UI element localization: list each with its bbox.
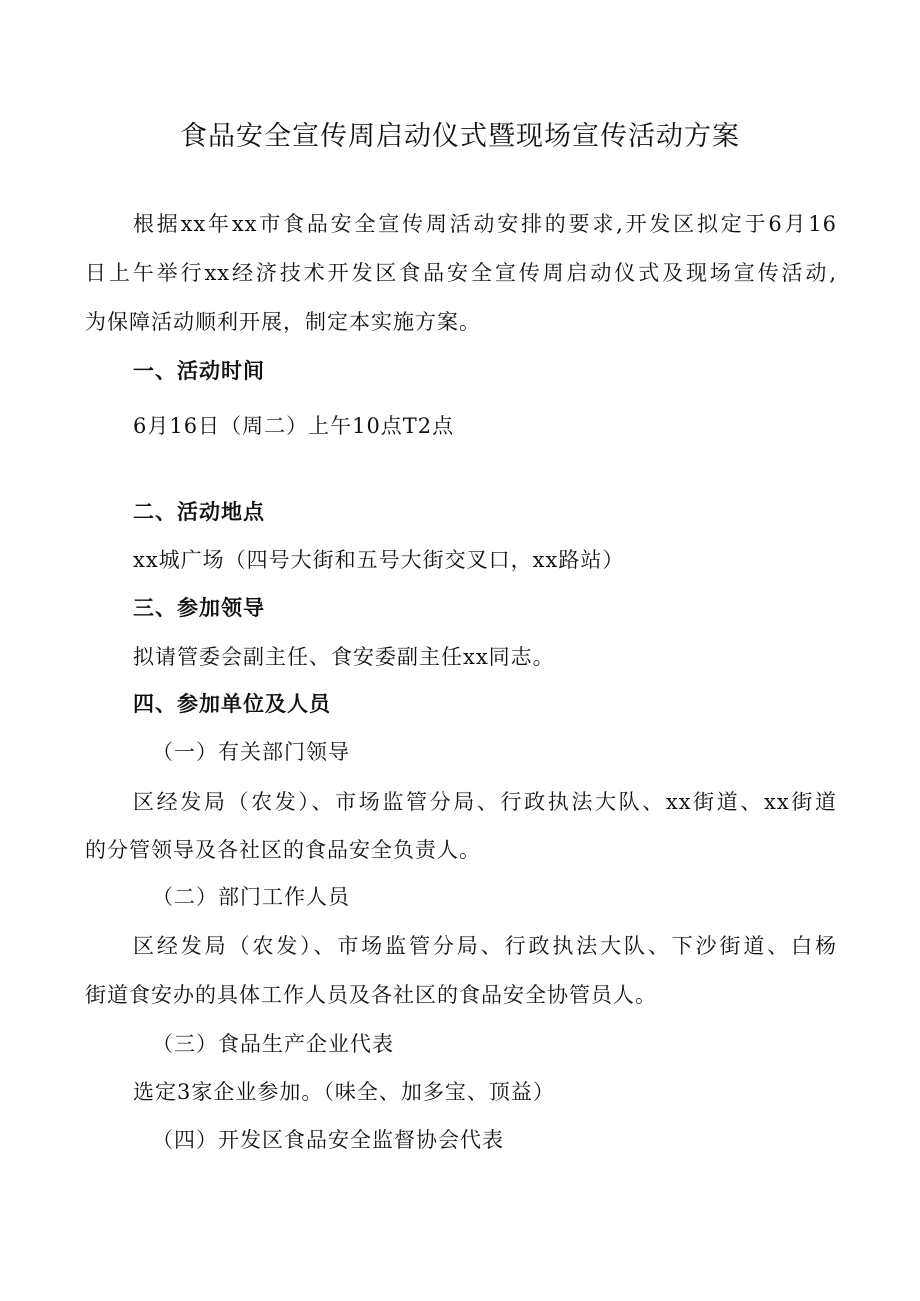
section-2-heading: 二、活动地点 bbox=[133, 500, 265, 524]
subsection-3-text: 选定3家企业参加。（味全、加多宝、顶益） bbox=[133, 1080, 555, 1104]
leaders-text: 拟请管委会副主任、食安委副主任xx同志。 bbox=[133, 645, 555, 669]
section-4-heading: 四、参加单位及人员 bbox=[133, 692, 331, 716]
intro-line-1: 根据xx年xx市食品安全宣传周活动安排的要求,开发区拟定于6月16 bbox=[133, 212, 837, 236]
subsection-2-line-1: 区经发局（农发）、市场监管分局、行政执法大队、下沙街道、白杨 bbox=[133, 934, 837, 958]
subsection-2-line-2: 街道食安办的具体工作人员及各社区的食品安全协管员人。 bbox=[85, 983, 657, 1007]
subsection-4-heading: （四）开发区食品安全监督协会代表 bbox=[152, 1128, 504, 1152]
activity-location-text: xx城广场（四号大街和五号大街交叉口，xx路站） bbox=[133, 548, 625, 572]
activity-time-text: 6月16日（周二）上午10点T2点 bbox=[133, 414, 455, 438]
subsection-1-heading: （一）有关部门领导 bbox=[152, 740, 350, 764]
subsection-3-heading: （三）食品生产企业代表 bbox=[152, 1032, 394, 1056]
subsection-1-line-1: 区经发局（农发）、市场监管分局、行政执法大队、xx街道、xx街道 bbox=[133, 790, 837, 814]
subsection-1-line-2: 的分管领导及各社区的食品安全负责人。 bbox=[85, 838, 481, 862]
intro-line-3: 为保障活动顺利开展，制定本实施方案。 bbox=[85, 310, 481, 334]
subsection-2-heading: （二）部门工作人员 bbox=[152, 885, 350, 909]
section-1-heading: 一、活动时间 bbox=[133, 359, 265, 383]
section-3-heading: 三、参加领导 bbox=[133, 596, 265, 620]
document-title: 食品安全宣传周启动仪式暨现场宣传活动方案 bbox=[180, 121, 740, 152]
intro-line-2: 日上午举行xx经济技术开发区食品安全宣传周启动仪式及现场宣传活动, bbox=[85, 261, 837, 285]
